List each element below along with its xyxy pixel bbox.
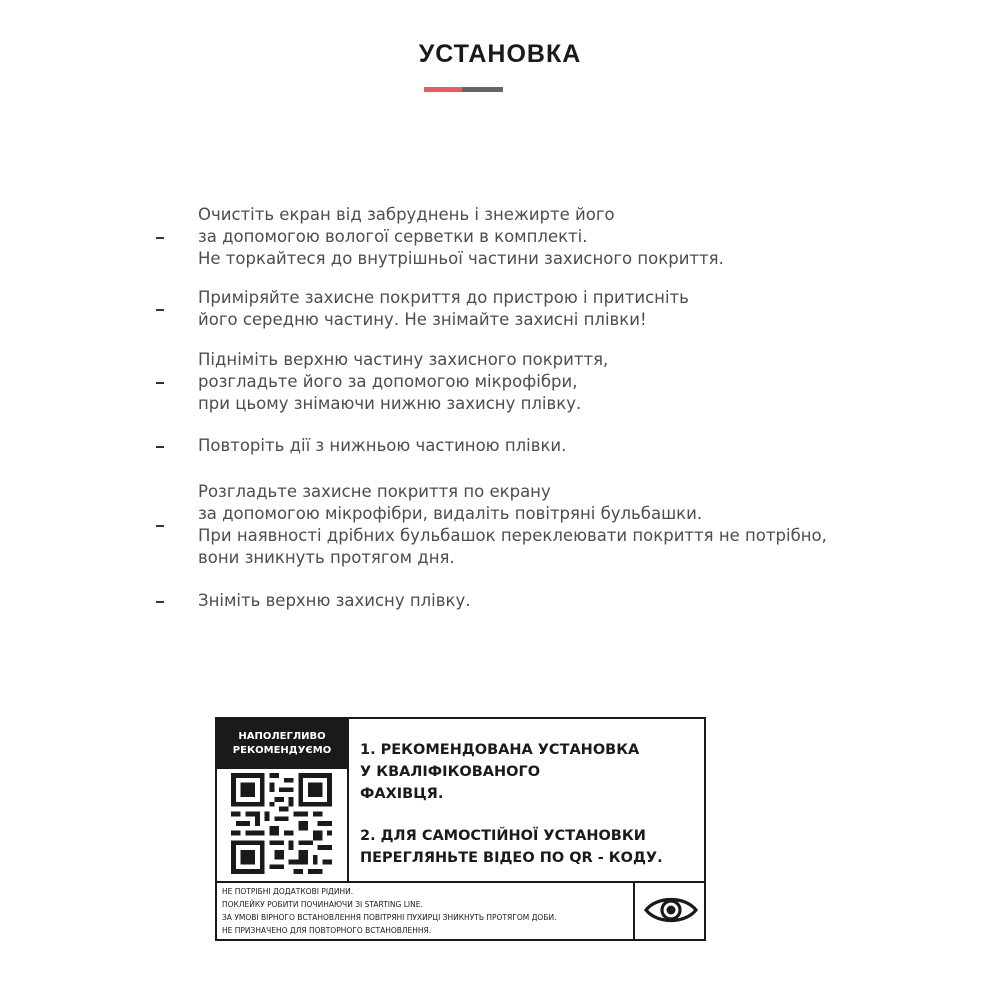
note-line: ЗА УМОВІ ВІРНОГО ВСТАНОВЛЕННЯ ПОВІТРЯНІ ПУХИРЦІ ЗНИКНУТЬ ПРОТЯГОМ ДОБИ. — [222, 913, 557, 922]
note-line: ПОКЛЕЙКУ РОБИТИ ПОЧИНАЮЧИ ЗІ STARTING LINE. — [222, 900, 423, 909]
info-box-upper — [217, 719, 704, 883]
step-line: за допомогою мікрофібри, видаліть повітряні бульбашки. — [198, 504, 703, 523]
notes-list — [222, 885, 556, 937]
step-line: Приміряйте захисне покриття до пристрою і притисніть — [198, 288, 689, 307]
page-title: УСТАНОВКА — [418, 40, 582, 68]
recommendation-line: У КВАЛІФІКОВАНОГО — [360, 764, 541, 780]
info-box-notes-row — [217, 881, 704, 939]
recommendation-line: 2. ДЛЯ САМОСТІЙНОЇ УСТАНОВКИ — [360, 828, 646, 844]
step-line: Повторіть дії з нижньою частиною плівки. — [198, 436, 567, 455]
recommendation-line: ПЕРЕГЛЯНЬТЕ ВІДЕО ПО QR - КОДУ. — [360, 850, 663, 866]
recommendation-text — [360, 739, 663, 869]
recommend-badge — [217, 719, 347, 769]
step-line: при цьому знімаючи нижню захисну плівку. — [198, 394, 582, 413]
bullet-dash — [156, 525, 164, 527]
title-accent-bar — [424, 87, 503, 92]
badge-line: НАПОЛЕГЛИВО — [238, 731, 326, 742]
step-line: Підніміть верхню частину захисного покриття, — [198, 350, 609, 369]
bullet-dash — [156, 237, 164, 239]
recommendation-line: 1. РЕКОМЕНДОВАНА УСТАНОВКА — [360, 742, 640, 758]
eye-cell — [633, 881, 704, 939]
bullet-dash — [156, 601, 164, 603]
step-line: При наявності дрібних бульбашок переклеювати покриття не потрібно, — [198, 526, 827, 545]
step-line: вони зникнуть протягом дня. — [198, 548, 455, 567]
step-line: Не торкайтеся до внутрішньої частини захисного покриття. — [198, 249, 724, 268]
step-line: за допомогою вологої серветки в комплекті. — [198, 227, 588, 246]
note-line: НЕ ПРИЗНАЧЕНО ДЛЯ ПОВТОРНОГО ВСТАНОВЛЕННЯ. — [222, 926, 432, 935]
qr-column — [217, 719, 349, 881]
step-line: Очистіть екран від забруднень і знежирте його — [198, 205, 615, 224]
step-line: Зніміть верхню захисну плівку. — [198, 591, 471, 610]
bullet-dash — [156, 309, 164, 311]
badge-line: РЕКОМЕНДУЄМО — [232, 745, 332, 756]
recommendation-line: ФАХІВЦЯ. — [360, 786, 444, 802]
step-line: розгладьте його за допомогою мікрофібри, — [198, 372, 578, 391]
bullet-dash — [156, 382, 164, 384]
installation-info-box — [215, 717, 706, 941]
bullet-dash — [156, 446, 164, 448]
qr-code-icon[interactable] — [231, 773, 332, 878]
step-line: його середню частину. Не знімайте захисні плівки! — [198, 310, 647, 329]
eye-icon — [643, 893, 699, 927]
title-accent-gray — [462, 87, 503, 92]
title-accent-red — [424, 87, 462, 92]
step-line: Розгладьте захисне покриття по екрану — [198, 482, 551, 501]
note-line: НЕ ПОТРІБНІ ДОДАТКОВІ РІДИНИ. — [222, 887, 354, 896]
